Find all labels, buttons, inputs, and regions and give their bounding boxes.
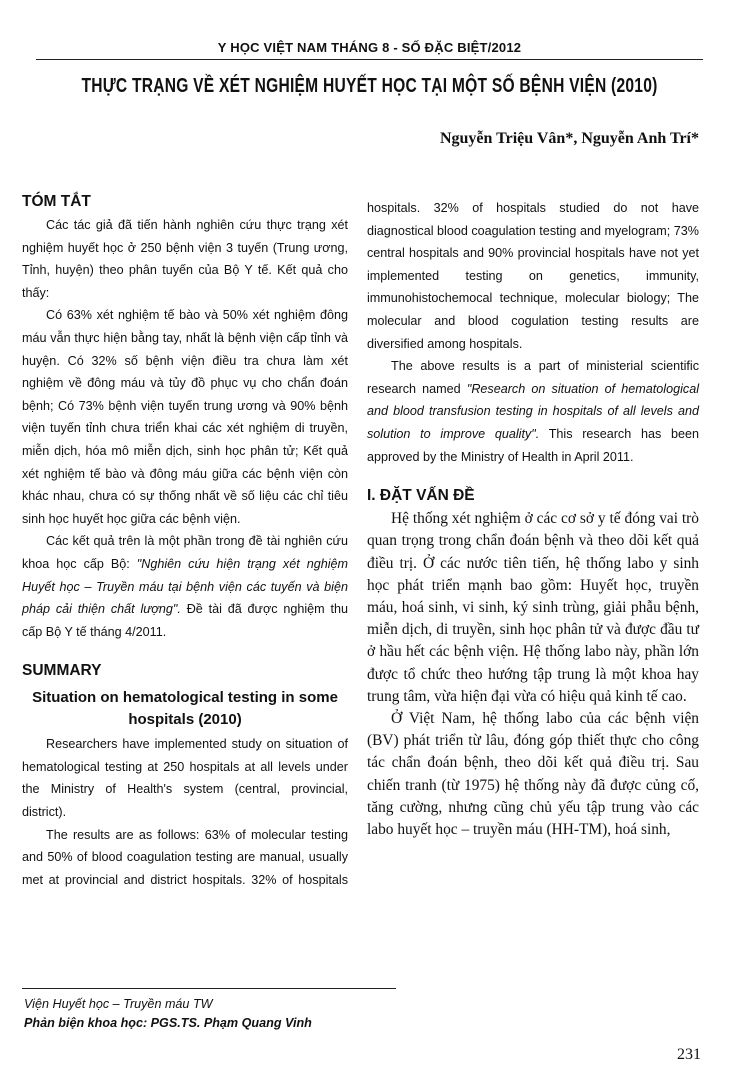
article-title: THỰC TRẠNG VỀ XÉT NGHIỆM HUYẾT HỌC TẠI MỘT SỐ BỆNH VIỆN (2010) <box>81 75 658 97</box>
summary-heading: SUMMARY <box>22 662 102 680</box>
summary-paragraph-continued: hospitals. 32% of hospitals studied do not have diagnostical blood coagulation testing and myelogram; 73% central hospitals and 90% provincial hospitals have not yet implemented testing on genetics, immunity, immunohistochemocal technique, molecular biology; The molecular and blood cogulation testing results are diversified among hospitals. <box>367 201 699 351</box>
body-paragraph: Ở Việt Nam, hệ thống labo của các bệnh viện (BV) phát triển từ lâu, đóng góp thiết thực cho công tác chẩn đoán bệnh, theo dõi kết quả điều trị. Sau chiến tranh (từ 1975) hệ thống này đã được củng cố, tăng cường, nhưng cũng chủ yếu tập trung vào các labo huyết học – truyền máu (HH-TM), hoá sinh, <box>367 709 699 838</box>
project-title-vi: "Nghiên cứu hiện trạng xét nghiệm Huyết học – Truyền máu tại bệnh viện các tuyến và biện pháp cải thiện chất lượng". <box>22 556 348 617</box>
abstract-vi-paragraph: Có 63% xét nghiệm tế bào và 50% xét nghiệm đông máu vẫn thực hiện bằng tay, nhất là bệnh viện cấp tỉnh và huyện. Có 32% số bệnh viện điều tra chưa làm xét nghiệm về đông máu và tủy đồ phục vụ cho chẩn đoán bệnh; Có 73% bệnh viện tuyến trung ương và 90% bệnh viện tuyến tỉnh chưa triển khai các xét nghiệm di truyền, miễn dịch, hóa mô miễn dịch, sinh học phân tử; Kết quả xét nghiệm tế bào và đông máu giữa các bệnh viện còn khác nhau, chưa có sự thống nhất về số liệu các chỉ tiêu sinh học huyết học giữa các bệnh viện. <box>22 308 348 526</box>
header-divider <box>36 59 703 60</box>
abstract-vi-heading: TÓM TẮT <box>22 193 91 210</box>
summary-text: The above results is a part of ministerial scientific research named <box>367 359 699 396</box>
page-number: 231 <box>677 1046 701 1063</box>
section-heading-introduction: I. ĐẶT VẤN ĐỀ <box>367 487 475 505</box>
summary-subtitle: Situation on hematological testing in some hospitals (2010) <box>32 689 338 729</box>
project-title-en: "Research on situation of hematological and blood transfusion testing in hospitals of all levels and solution to improve quality". <box>367 381 699 441</box>
abstract-vi-paragraph: Các tác giả đã tiến hành nghiên cứu thực trạng xét nghiệm huyết học ở 250 bệnh viện 3 tuyến (Trung ương, Tỉnh, huyện) theo phân tuyến của Bộ Y tế. Kết quả cho thấy: <box>22 218 348 300</box>
footnote-divider <box>22 988 396 989</box>
right-column <box>367 197 699 841</box>
summary-paragraph: Researchers have implemented study on situation of hematological testing at 250 hospitals at all levels under the Ministry of Health's system (central, provincial, district). <box>22 737 348 820</box>
footnote-affiliation: Viện Huyết học – Truyền máu TW <box>24 997 213 1011</box>
author-list: Nguyễn Triệu Vân*, Nguyễn Anh Trí* <box>439 130 699 147</box>
abstract-vi-text: Đề tài đã được nghiệm thu cấp Bộ Y tế tháng 4/2011. <box>22 602 348 639</box>
body-paragraph: Hệ thống xét nghiệm ở các cơ sở y tế đóng vai trò quan trọng trong chẩn đoán bệnh và theo dõi kết quả điều trị. Ở các nước tiên tiến, hệ thống labo y sinh học phát triển mạnh bao gồm: Huyết học, truyền máu, hoá sinh, vi sinh, ký sinh trùng, giải phẫu bệnh, miễn dịch, di truyền, sinh học phân tử và được đầu tư ở hầu hết các bệnh viện. Hệ thống labo này, phần lớn được tổ chức theo hướng tập trung là một khoa hay trung tâm, vừa hiện đại vừa có hiệu quả kinh tế cao. <box>367 510 699 705</box>
summary-paragraph: The results are as follows: 63% of molecular testing and 50% of blood coagulation testing are manual, usually met at provincial and district hospitals. 32% of hospitals <box>22 827 348 887</box>
summary-paragraph <box>367 355 699 468</box>
left-column <box>22 190 348 892</box>
summary-text: This research has been approved by the Ministry of Health in April 2011. <box>367 426 699 464</box>
footnote-reviewer: Phản biện khoa học: PGS.TS. Phạm Quang Vinh <box>24 1016 312 1030</box>
abstract-vi-paragraph <box>22 530 348 643</box>
abstract-vi-text: Các kết quả trên là một phần trong đề tài nghiên cứu khoa học cấp Bộ: <box>22 534 348 571</box>
running-header: Y HỌC VIỆT NAM THÁNG 8 - SỐ ĐẶC BIỆT/2012 <box>217 40 522 55</box>
